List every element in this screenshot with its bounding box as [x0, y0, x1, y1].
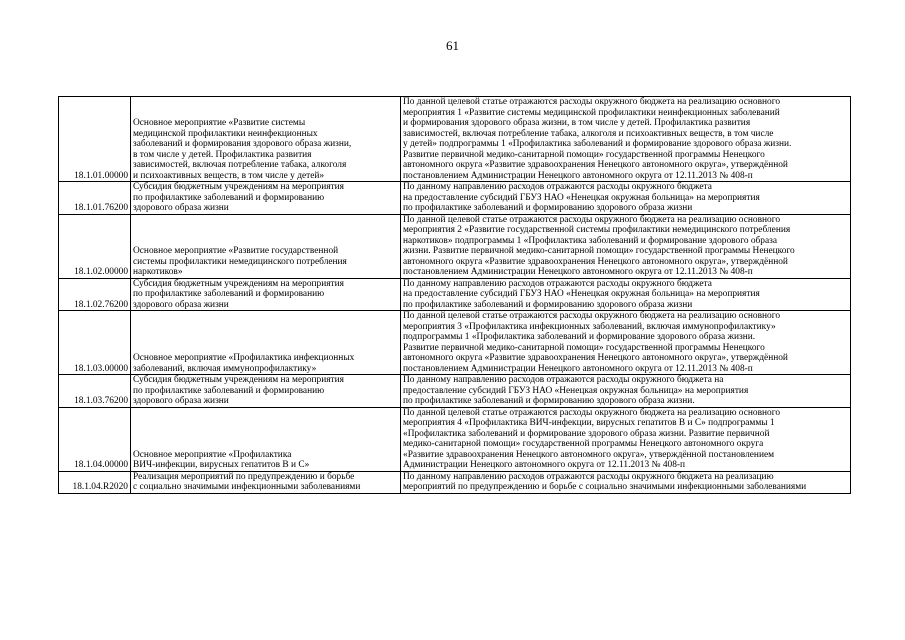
name-line: медицинской профилактики неинфекционных — [133, 128, 318, 139]
target-article-description — [401, 182, 851, 215]
target-article-description — [401, 278, 851, 311]
target-article-description — [401, 375, 851, 408]
target-article-name — [131, 97, 401, 182]
description-line: «Профилактика заболеваний и формирование здорового образа жизни. Развитие первичной — [403, 428, 770, 439]
table-row — [59, 311, 851, 375]
target-article-description — [401, 97, 851, 182]
description-line: автономного округа «Развитие здравоохранения Ненецкого автономного округа», утверждённой — [403, 160, 788, 170]
target-article-code: 18.1.03.00000 — [59, 311, 131, 375]
table-row — [59, 278, 851, 311]
target-article-name — [131, 471, 401, 493]
description-line: По данному направлению расходов отражаются расходы окружного бюджета — [403, 278, 712, 289]
name-line: по профилактике заболеваний и формированию — [133, 289, 325, 299]
name-line: здорового образа жизни — [133, 299, 229, 310]
name-line: с социально значимыми инфекционными заболеваниями — [133, 482, 361, 492]
description-line: По данной целевой статье отражаются расходы окружного бюджета на реализацию основного — [403, 407, 781, 418]
description-line: медико-санитарной помощи» государственной программы Ненецкого автономного округа — [403, 439, 764, 449]
name-line: здорового образа жизни — [133, 396, 229, 406]
description-line: мероприятий по предупреждению и борьбе с социально значимыми инфекционными заболеваниями — [403, 482, 807, 492]
name-line: Субсидия бюджетным учреждениям на мероприятия — [133, 375, 344, 385]
description-line: и формирования здорового образа жизни, в том числе у детей. Профилактика развития — [403, 118, 751, 128]
name-line: по профилактике заболеваний и формированию — [133, 192, 325, 203]
description-line: По данному направлению расходов отражаются расходы окружного бюджета на реализацию — [403, 471, 774, 482]
page-number: 61 — [446, 38, 459, 53]
description-line: на предоставление субсидий ГБУЗ НАО «Ненецкая окружная больница» на мероприятия — [403, 289, 760, 299]
description-line: Администрации Ненецкого автономного округа от 12.11.2013 № 408-п — [403, 460, 686, 470]
target-article-code: 18.1.01.76200 — [59, 182, 131, 215]
target-article-name — [131, 407, 401, 471]
name-line: заболеваний, включая иммунопрофилактику» — [133, 363, 317, 374]
description-line: подпрограммы 1 «Профилактика заболеваний и формирование здорового образа жизни. — [403, 332, 756, 342]
table-row — [59, 214, 851, 278]
target-article-code: 18.1.04.R2020 — [59, 471, 131, 493]
target-article-code: 18.1.03.76200 — [59, 375, 131, 408]
budget-classification-table — [58, 96, 851, 494]
name-line: и психоактивных веществ, в том числе у детей» — [133, 170, 325, 181]
description-line: По данной целевой статье отражаются расходы окружного бюджета на реализацию основного — [403, 311, 781, 321]
description-line: у детей» подпрограммы 1 «Профилактика заболеваний и формирование здорового образа жизни. — [403, 139, 792, 149]
description-line: автономного округа «Развитие здравоохранения Ненецкого автономного округа», утверждённой — [403, 256, 788, 267]
description-line: По данной целевой статье отражаются расходы окружного бюджета на реализацию основного — [403, 97, 781, 107]
table-row — [59, 182, 851, 215]
name-line: системы профилактики немедицинского потребления — [133, 256, 347, 267]
description-line: мероприятия 4 «Профилактика ВИЧ-инфекции, вирусных гепатитов В и С» подпрограммы 1 — [403, 418, 775, 428]
description-line: наркотиков» подпрограммы 1 «Профилактика заболеваний и формирование здорового образа — [403, 235, 778, 246]
name-line: ВИЧ-инфекции, вирусных гепатитов В и С» — [133, 460, 310, 470]
target-article-code: 18.1.04.00000 — [59, 407, 131, 471]
target-article-name — [131, 375, 401, 408]
target-article-name — [131, 182, 401, 215]
description-line: Развитие первичной медико-санитарной помощи» государственной программы Ненецкого — [403, 342, 765, 353]
table-row — [59, 97, 851, 182]
target-article-code: 18.1.02.00000 — [59, 214, 131, 278]
target-article-description — [401, 214, 851, 278]
description-line: жизни. Развитие первичной медико-санитарной помощи» государственной программы Ненецкого — [403, 246, 795, 256]
name-line: Субсидия бюджетным учреждениям на мероприятия — [133, 182, 344, 192]
description-line: зависимостей, включая потребление табака, алкоголя и психоактивных веществ, в том числе — [403, 128, 774, 139]
description-line: Развитие первичной медико-санитарной помощи» государственной программы Ненецкого — [403, 149, 765, 160]
table-body — [59, 97, 851, 494]
target-article-name — [131, 278, 401, 311]
table-row — [59, 375, 851, 408]
description-line: на предоставление субсидий ГБУЗ НАО «Ненецкая окружная больница» на мероприятия — [403, 192, 760, 203]
description-line: по профилактике заболеваний и формированию здорового образа жизни — [403, 299, 693, 310]
target-article-description — [401, 471, 851, 493]
name-line: по профилактике заболеваний и формированию — [133, 385, 325, 396]
name-line: Субсидия бюджетным учреждениям на мероприятия — [133, 278, 344, 289]
name-line: заболеваний и формирования здорового образа жизни, — [133, 139, 352, 149]
description-line: автономного округа «Развитие здравоохранения Ненецкого автономного округа», утверждённой — [403, 353, 788, 363]
description-line: постановлением Администрации Ненецкого автономного округа от 12.11.2013 № 408-п — [403, 170, 753, 181]
target-article-description — [401, 311, 851, 375]
table-row — [59, 471, 851, 493]
description-line: по профилактике заболеваний и формированию здорового образа жизни — [403, 203, 693, 213]
name-line: Основное мероприятие «Развитие государственной — [133, 246, 339, 256]
target-article-name — [131, 214, 401, 278]
description-line: По данному направлению расходов отражаются расходы окружного бюджета на — [403, 375, 724, 385]
description-line: «Развитие здравоохранения Ненецкого автономного округа», утверждённой постановлением — [403, 449, 775, 460]
description-line: По данной целевой статье отражаются расходы окружного бюджета на реализацию основного — [403, 214, 781, 225]
name-line: Основное мероприятие «Развитие системы — [133, 118, 306, 128]
name-line: Основное мероприятие «Профилактика инфекционных — [133, 353, 355, 363]
name-line: Основное мероприятие «Профилактика — [133, 449, 292, 460]
description-line: предоставление субсидий ГБУЗ НАО «Ненецкая окружная больница» на мероприятия — [403, 385, 749, 396]
target-article-code: 18.1.02.76200 — [59, 278, 131, 311]
description-line: мероприятия 1 «Развитие системы медицинской профилактики неинфекционных заболеваний — [403, 107, 780, 118]
target-article-name — [131, 311, 401, 375]
name-line: здорового образа жизни — [133, 203, 229, 213]
description-line: постановлением Администрации Ненецкого автономного округа от 12.11.2013 № 408-п — [403, 363, 753, 374]
name-line: наркотиков» — [133, 267, 183, 277]
description-line: По данному направлению расходов отражаются расходы окружного бюджета — [403, 182, 712, 192]
name-line: в том числе у детей. Профилактика развития — [133, 149, 312, 160]
name-line: Реализация мероприятий по предупреждению и борьбе — [133, 471, 355, 482]
description-line: мероприятия 3 «Профилактика инфекционных заболеваний, включая иммунопрофилактику» — [403, 321, 776, 332]
table-row — [59, 407, 851, 471]
target-article-description — [401, 407, 851, 471]
description-line: по профилактике заболеваний и формированию здорового образа жизни. — [403, 396, 695, 406]
target-article-code: 18.1.01.00000 — [59, 97, 131, 182]
description-line: постановлением Администрации Ненецкого автономного округа от 12.11.2013 № 408-п — [403, 267, 753, 277]
name-line: зависимостей, включая потребление табака, алкоголя — [133, 160, 347, 170]
description-line: мероприятия 2 «Развитие государственной системы профилактики немедицинского потребления — [403, 225, 791, 235]
